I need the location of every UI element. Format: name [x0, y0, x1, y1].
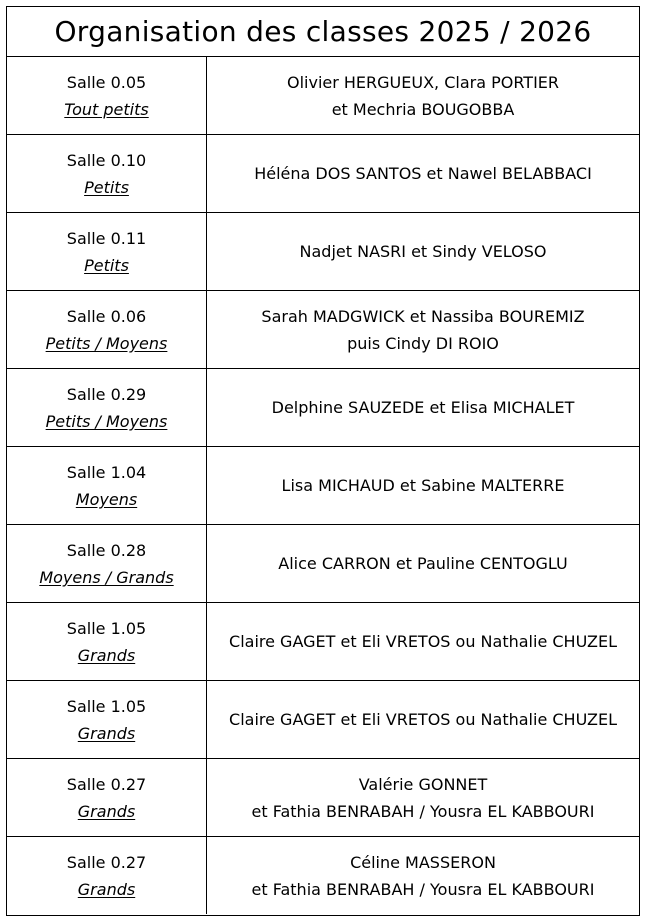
room-number: Salle 0.05 — [66, 72, 147, 92]
room-cell — [7, 291, 207, 369]
room-cell — [7, 135, 207, 213]
class-level: Petits — [84, 177, 129, 197]
room-cell — [7, 213, 207, 291]
class-level: Petits / Moyens — [45, 333, 168, 353]
room-number: Salle 0.27 — [66, 852, 147, 872]
teacher-names: Alice CARRON et Pauline CENTOGLU — [278, 554, 568, 573]
room-number: Salle 0.27 — [66, 774, 147, 794]
room-number: Salle 1.05 — [66, 696, 147, 716]
teacher-names: Valérie GONNET — [358, 774, 488, 794]
table-row — [7, 681, 639, 759]
room-cell — [7, 759, 207, 837]
teachers-cell — [207, 525, 640, 603]
table-row — [7, 291, 639, 369]
teacher-names: Delphine SAUZEDE et Elisa MICHALET — [271, 398, 575, 417]
class-level: Petits / Moyens — [45, 411, 168, 431]
teachers-cell — [207, 57, 640, 135]
teachers-cell — [207, 837, 640, 915]
teachers-cell — [207, 759, 640, 837]
teachers-cell — [207, 681, 640, 759]
teachers-cell — [207, 603, 640, 681]
teachers-cell — [207, 447, 640, 525]
teacher-names: et Fathia BENRABAH / Yousra EL KABBOURI — [251, 801, 595, 821]
room-number: Salle 1.05 — [66, 618, 147, 638]
class-level: Petits — [84, 255, 129, 275]
class-level: Tout petits — [64, 99, 149, 119]
teacher-names: Lisa MICHAUD et Sabine MALTERRE — [281, 476, 565, 495]
table-row — [7, 759, 639, 837]
classes-table — [7, 57, 639, 914]
room-number: Salle 0.28 — [66, 540, 147, 560]
teacher-names: et Mechria BOUGOBBA — [331, 99, 515, 119]
teachers-cell — [207, 213, 640, 291]
room-cell — [7, 525, 207, 603]
classes-table-body — [7, 57, 639, 914]
class-level: Moyens — [75, 489, 138, 509]
table-row — [7, 135, 639, 213]
table-row — [7, 213, 639, 291]
table-row — [7, 57, 639, 135]
room-cell — [7, 603, 207, 681]
room-cell — [7, 447, 207, 525]
room-number: Salle 0.11 — [66, 228, 147, 248]
table-row — [7, 837, 639, 915]
room-number: Salle 1.04 — [66, 462, 147, 482]
table-row — [7, 603, 639, 681]
room-number: Salle 0.29 — [66, 384, 147, 404]
class-organisation-sheet — [6, 6, 640, 916]
table-row — [7, 447, 639, 525]
teacher-names: Céline MASSERON — [350, 852, 496, 872]
teacher-names: puis Cindy DI ROIO — [347, 333, 499, 353]
teachers-cell — [207, 291, 640, 369]
table-row — [7, 369, 639, 447]
class-level: Grands — [77, 645, 136, 665]
room-cell — [7, 681, 207, 759]
teacher-names: et Fathia BENRABAH / Yousra EL KABBOURI — [251, 879, 595, 899]
room-number: Salle 0.10 — [66, 150, 147, 170]
class-level: Grands — [77, 801, 136, 821]
class-level: Moyens / Grands — [39, 567, 174, 587]
room-number: Salle 0.06 — [66, 306, 147, 326]
teacher-names: Claire GAGET et Eli VRETOS ou Nathalie CHUZEL — [229, 632, 617, 651]
teachers-cell — [207, 369, 640, 447]
teacher-names: Olivier HERGUEUX, Clara PORTIER — [286, 72, 560, 92]
room-cell — [7, 837, 207, 915]
room-cell — [7, 369, 207, 447]
teacher-names: Claire GAGET et Eli VRETOS ou Nathalie CHUZEL — [229, 710, 617, 729]
teacher-names: Sarah MADGWICK et Nassiba BOUREMIZ — [261, 306, 585, 326]
class-level: Grands — [77, 879, 136, 899]
teacher-names: Nadjet NASRI et Sindy VELOSO — [299, 242, 547, 261]
teachers-cell — [207, 135, 640, 213]
room-cell — [7, 57, 207, 135]
page-title: Organisation des classes 2025 / 2026 — [7, 7, 639, 57]
teacher-names: Héléna DOS SANTOS et Nawel BELABBACI — [254, 164, 592, 183]
class-level: Grands — [77, 723, 136, 743]
table-row — [7, 525, 639, 603]
